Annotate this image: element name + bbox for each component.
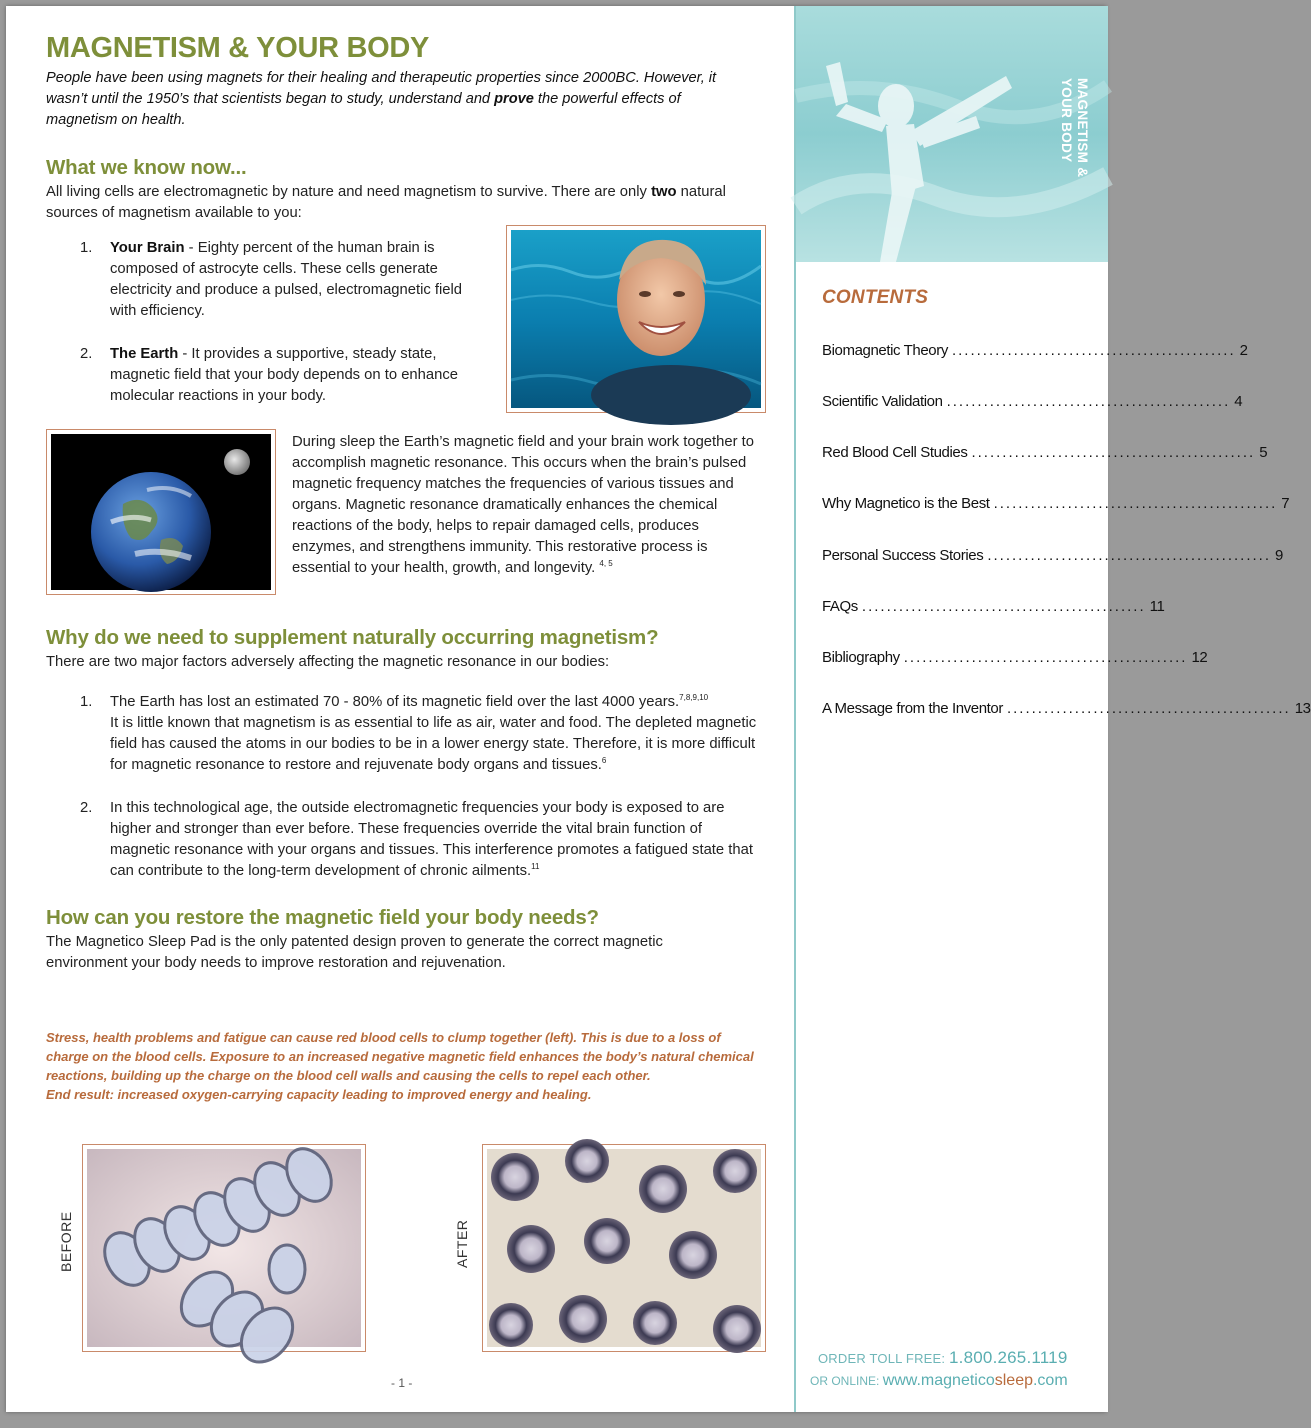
order-phone[interactable]: 1.800.265.1119 [949, 1348, 1068, 1367]
section-heading-what-we-know: What we know now... [46, 156, 247, 179]
contents-heading: CONTENTS [822, 287, 929, 308]
swimmer-image [511, 230, 761, 408]
blood-cell-caption: Stress, health problems and fatigue can cause red blood cells to clump together (left). This is due to a loss of charge on the blood cells. Exposure to an increased negative magnetic field enhances the body’s natural chemical reactions, building up the charge on the blood cell walls and causing the cells to repel each other. End result: increased oxygen-carrying capacity leading to improved energy and healing. [46, 1030, 754, 1102]
toc-item-success-stories[interactable]: Personal Success Stories .............................................. 9 [822, 547, 1283, 564]
document-page [6, 6, 1311, 1412]
order-toll-free: ORDER TOLL FREE: 1.800.265.1119 [818, 1348, 1068, 1367]
order-online: OR ONLINE: www.magneticosleep.com [810, 1372, 1068, 1389]
page-number: - 1 - [391, 1376, 413, 1390]
toc-item-red-blood-cell-studies[interactable]: Red Blood Cell Studies .............................................. 5 [822, 444, 1268, 461]
intro-bold-word: prove [494, 91, 534, 107]
toc-item-why-magnetico[interactable]: Why Magnetico is the Best .............................................. 7 [822, 495, 1290, 512]
after-blood-cells-photo [482, 1144, 766, 1352]
before-label: BEFORE [58, 1211, 74, 1272]
sleep-paragraph: During sleep the Earth’s magnetic field and your brain work together to accomplish magnetic resonance. This occurs when the brain’s pulsed magnetic frequency matches the frequencies of various tissues and organs. Magnetic resonance dramatically enhances the chemical reactions of the body, helps to repair damaged cells, produces enzymes, and strengthens immunity. This restorative process is essential to your health, growth, and longevity. $^{4, 5}$ [292, 434, 754, 576]
intro-paragraph: People have been using magnets for their healing and therapeutic properties since 2000BC. However, it wasn’t until the 1950’s that scientists began to study, understand and prove the powerful effects of magnetism on health. [46, 70, 717, 128]
swimmer-photo [506, 225, 766, 413]
page-title: MAGNETISM & YOUR BODY [46, 32, 430, 64]
toc-item-scientific-validation[interactable]: Scientific Validation .............................................. 4 [822, 393, 1243, 410]
section1-paragraph: All living cells are electromagnetic by nature and need magnetism to survive. There are only two natural sources of magnetism available to you: [46, 184, 726, 221]
main-column: MAGNETISM & YOUR BODY People have been using magnets for their healing and therapeutic properties since 2000BC. However, it wasn’t until the 1950’s that scientists began to study, understand and prove the powerful effects of magnetism on health. What we know now... All living cells are electromagnetic by nature and need magnetism to survive. There are only two natural sources of magnetism available to you: 1. Your Brain - Eighty percent of the human brain is composed of astrocyte cells. These cells generate electricity and produce a pulsed, electromagnetic field with efficiency. 2. The Earth - It provides a supportive, steady state, magnetic field that your body depends on to enhance molecular reactions in your body. During sleep the Earth’s magnetic field and your brain work together to accomplish magnetic resonance. This occurs when the brain’s pulsed magnetic frequency matches the frequencies of various tissues and organs. Magnetic resonance dramatically enhances the chemical reactions of the body, helps to repair damaged cells, produces enzymes, and strengthens immunity. This restorative process is essential to your health, growth, and longevity. $^{4, 5}$ Why do we need to supplement naturally occurring magnetism? There are two major factors adversely affecting the magnetic resonance in our bodies: 1. The Earth has lost an estimated 70 - 80% of its magnetic field over the last 4000 years.$^{7,8,9,10}$ It is little known that magnetism is as essential to life as air, water and food. The depleted magnetic field has caused the atoms in our bodies to be in a lower energy state. Therefore, it is more difficult for magnetic resonance to restore and rejuvenate body organs and tissues.$^6$ 2. In this technological age, the outside electromagnetic frequencies your body is exposed to are higher and stronger than ever before. These frequencies override the vital brain function of magnetic resonance with your organs and tissues. This interference promotes a fatigued state that can contribute to the long-term development of chronic ailments.$^{11}$ How can you restore the magnetic field your body needs? The Magnetico Sleep Pad is the only patented design proven to generate the correct magnetic environment your body needs to improve restoration and rejuvenation. Stress, health problems and fatigue can cause red blood cells to clump together (left). This is due to a loss of charge on the blood cells. Exposure to an increased negative magnetic field enhances the body’s natural chemical reactions, building up the charge on the blood cell walls and causing the cells to repel each other. End result: increased oxygen-carrying capacity leading to improved energy and healing. BEFORE AFTER - 1 - [6, 6, 794, 1412]
clumped-blood-cells-image [87, 1149, 361, 1347]
separated-blood-cells-image [487, 1149, 761, 1347]
toc-item-biomagnetic-theory[interactable]: Biomagnetic Theory .............................................. 2 [822, 342, 1248, 359]
section3-paragraph: The Magnetico Sleep Pad is the only patented design proven to generate the correct magnetic environment your body needs to improve restoration and rejuvenation. [46, 934, 663, 971]
earth-photo [46, 429, 276, 595]
toc-item-faqs[interactable]: FAQs .............................................. 11 [822, 598, 1165, 615]
toc-item-message-inventor[interactable]: A Message from the Inventor .............................................. 13 [822, 700, 1311, 717]
toc-item-bibliography[interactable]: Bibliography .............................................. 12 [822, 649, 1208, 666]
before-blood-cells-photo [82, 1144, 366, 1352]
sidebar-hero-image [796, 6, 1108, 262]
sidebar [794, 6, 1311, 1412]
section-heading-restore: How can you restore the magnetic field your body needs? [46, 906, 599, 929]
section2-paragraph: There are two major factors adversely affecting the magnetic resonance in our bodies: [46, 654, 610, 670]
section-heading-supplement: Why do we need to supplement naturally occurring magnetism? [46, 626, 659, 649]
earth-image [51, 434, 271, 590]
after-label: AFTER [454, 1219, 470, 1268]
website-link[interactable]: www.magneticosleep.com [882, 1372, 1068, 1389]
sidebar-hero-title: MAGNETISM & YOUR BODY [1059, 78, 1090, 178]
